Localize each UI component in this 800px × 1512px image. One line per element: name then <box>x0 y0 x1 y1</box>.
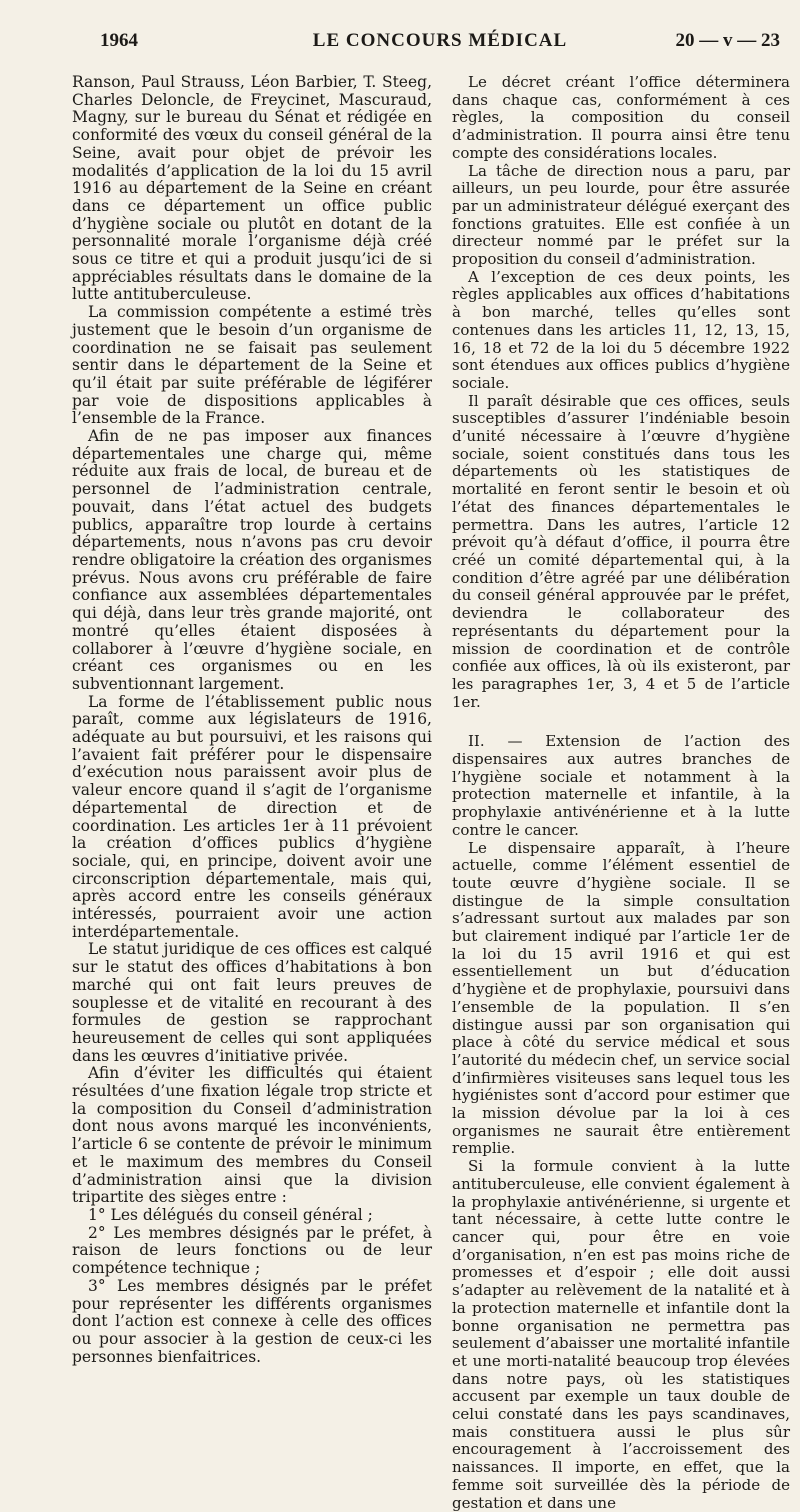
issue-date: 20 — v — 23 <box>675 30 780 51</box>
paragraph: La forme de l’établissement public nous paraît, comme aux législateurs de 1916, adéquate au but poursuivi, et les raisons qui l’avaient fait préférer pour le dispensaire d’exécution nous paraissent avoir plus de valeur encore quand il s’agit de l’organisme départemental de direction et de coordination. Les articles 1er à 11 prévoient la création d’offices publics d’hygiène sociale, qui, en principe, doivent avoir une circonscription départementale, mais qui, après accord entre les conseils généraux intéressés, pourraient avoir une action interdépartementale. <box>72 692 432 941</box>
right-column <box>452 74 790 1512</box>
list-item: 3° Les membres désignés par le préfet pour représenter les différents organismes dont l’action est connexe à celle des offices ou pour associer à la gestion de ceux-ci les personnes bienfaitrices. <box>72 1276 432 1366</box>
paragraph: Il paraît désirable que ces offices, seuls susceptibles d’assurer l’indéniable besoin d’unité nécessaire à l’œuvre d’hygiène sociale, soient constitués dans tous les départements où les statistiques de mortalité en feront sentir le besoin et où l’état des finances départementales le permettra. Dans les autres, l’article 12 prévoit qu’à défaut d’office, il pourra être créé un comité départemental qui, à la condition d’être agréé par une délibération du conseil général approuvée par le préfet, deviendra le collaborateur des représentants du département pour la mission de coordination et de contrôle confiée aux offices, là où ils existeront, par les paragraphes 1er, 3, 4 et 5 de l’article 1er. <box>452 391 790 711</box>
paragraph: Afin d’éviter les difficultés qui étaient résultées d’une fixation légale trop stricte et la composition du Conseil d’administration dont nous avons marqué les inconvénients, l’article 6 se contente de prévoir le minimum et le maximum des membres du Conseil d’administration ainsi que la division tripartite des sièges entre : <box>72 1064 432 1207</box>
paragraph: Le décret créant l’office déterminera dans chaque cas, conformément à ces règles, la composition du conseil d’administration. Il pourra ainsi être tenu compte des considérations locales. <box>452 73 790 162</box>
paragraph: La tâche de direction nous a paru, par ailleurs, un peu lourde, pour être assurée par un administrateur délégué exerçant des fonctions gratuites. Elle est confiée à un directeur nommé par le préfet sur la proposition du conseil d’administration. <box>452 161 790 269</box>
page-number: 1964 <box>100 30 138 51</box>
page-header <box>100 30 780 58</box>
paragraph: Le statut juridique de ces offices est calqué sur le statut des offices d’habitations à bon marché qui ont fait leurs preuves de souplesse et de vitalité en recourant à des formules de gestion se rapprochant heureusement de celles qui sont appliquées dans les œuvres d’initiative privée. <box>72 940 432 1065</box>
list-item: 2° Les membres désignés par le préfet, à raison de leurs fonctions ou de leur compétence technique ; <box>72 1223 432 1278</box>
paragraph: Ranson, Paul Strauss, Léon Barbier, T. Steeg, Charles Deloncle, de Freycinet, Mascuraud, Magny, sur le bureau du Sénat et rédigée en conformité des vœux du conseil général de la Seine, avait pour objet de prévoir les modalités d’application de la loi du 15 avril 1916 au département de la Seine en créant dans ce département un office public d’hygiène sociale ou plutôt en dotant de la personnalité morale l’organisme déjà créé sous ce titre et qui a produit jusqu’ici de si appréciables résultats dans le domaine de la lutte antituberculeuse. <box>72 73 432 304</box>
left-column <box>72 74 432 1366</box>
paragraph: A l’exception de ces deux points, les règles applicables aux offices d’habitations à bon marché, telles qu’elles sont contenues dans les articles 11, 12, 13, 15, 16, 18 et 72 de la loi du 5 décembre 1922 sont étendues aux offices publics d’hygiène sociale. <box>452 267 790 392</box>
list-item: 1° Les délégués du conseil général ; <box>88 1206 373 1224</box>
paragraph: La commission compétente a estimé très justement que le besoin d’un organisme de coordination ne se faisait pas seulement sentir dans le département de la Seine et qu’il était par suite préférable de légiférer par voie de dispositions applicables à l’ensemble de la France. <box>72 303 432 428</box>
paragraph: Si la formule convient à la lutte antituberculeuse, elle convient également à la prophylaxie antivénérienne, si urgente et tant nécessaire, à cette lutte contre le cancer qui, pour être en voie d’organisation, n’en est pas moins riche de promesses et d’espoir ; elle doit aussi s’adapter au relèvement de la natalité et à la protection maternelle et infantile dont la bonne organisation ne permettra pas seulement d’abaisser une mortalité infantile et une morti-natalité beaucoup trop élevées dans notre pays, où les statistiques accusent par exemple un taux double de celui constaté dans les pays scandinaves, mais constituera aussi le plus sûr encouragement à l’accroissement des naissances. Il importe, en effet, que la femme soit surveillée dès la période de gestation et dans une <box>452 1157 790 1512</box>
paragraph: Le dispensaire apparaît, à l’heure actuelle, comme l’élément essentiel de toute œuvre d’hygiène sociale. Il se distingue de la simple consultation s’adressant surtout aux malades par son but clairement indiqué par l’article 1er de la loi du 15 avril 1916 et qui est essentiellement un but d’éducation d’hygiène et de prophylaxie, poursuivi dans l’ensemble de la population. Il s’en distingue aussi par son organisation qui place à côté du service médical et sous l’autorité du médecin chef, un service social d’infirmières visiteuses sans lequel tous les hygiénistes sont d’accord pour estimer que la mission dévolue par la loi à ces organismes ne saurait être entièrement remplie. <box>452 838 790 1158</box>
paragraph: Afin de ne pas imposer aux finances départementales une charge qui, même réduite aux frais de local, de bureau et de personnel de l’administration centrale, pouvait, dans l’état actuel des budgets publics, apparaître trop lourde à certains départements, nous n’avons pas cru devoir rendre obligatoire la création des organismes prévus. Nous avons cru préférable de faire confiance aux assemblées départementales qui déjà, dans leur très grande majorité, ont montré qu’elles étaient disposées à collaborer à l’œuvre d’hygiène sociale, en créant ces organismes ou en les subventionnant largement. <box>72 427 433 693</box>
section-heading: II. — Extension de l’action des dispensaires aux autres branches de l’hygiène sociale et notamment à la protection maternelle et infantile, à la prophylaxie antivénérienne et à la lutte contre le cancer. <box>452 732 790 839</box>
journal-title: LE CONCOURS MÉDICAL <box>312 30 568 51</box>
